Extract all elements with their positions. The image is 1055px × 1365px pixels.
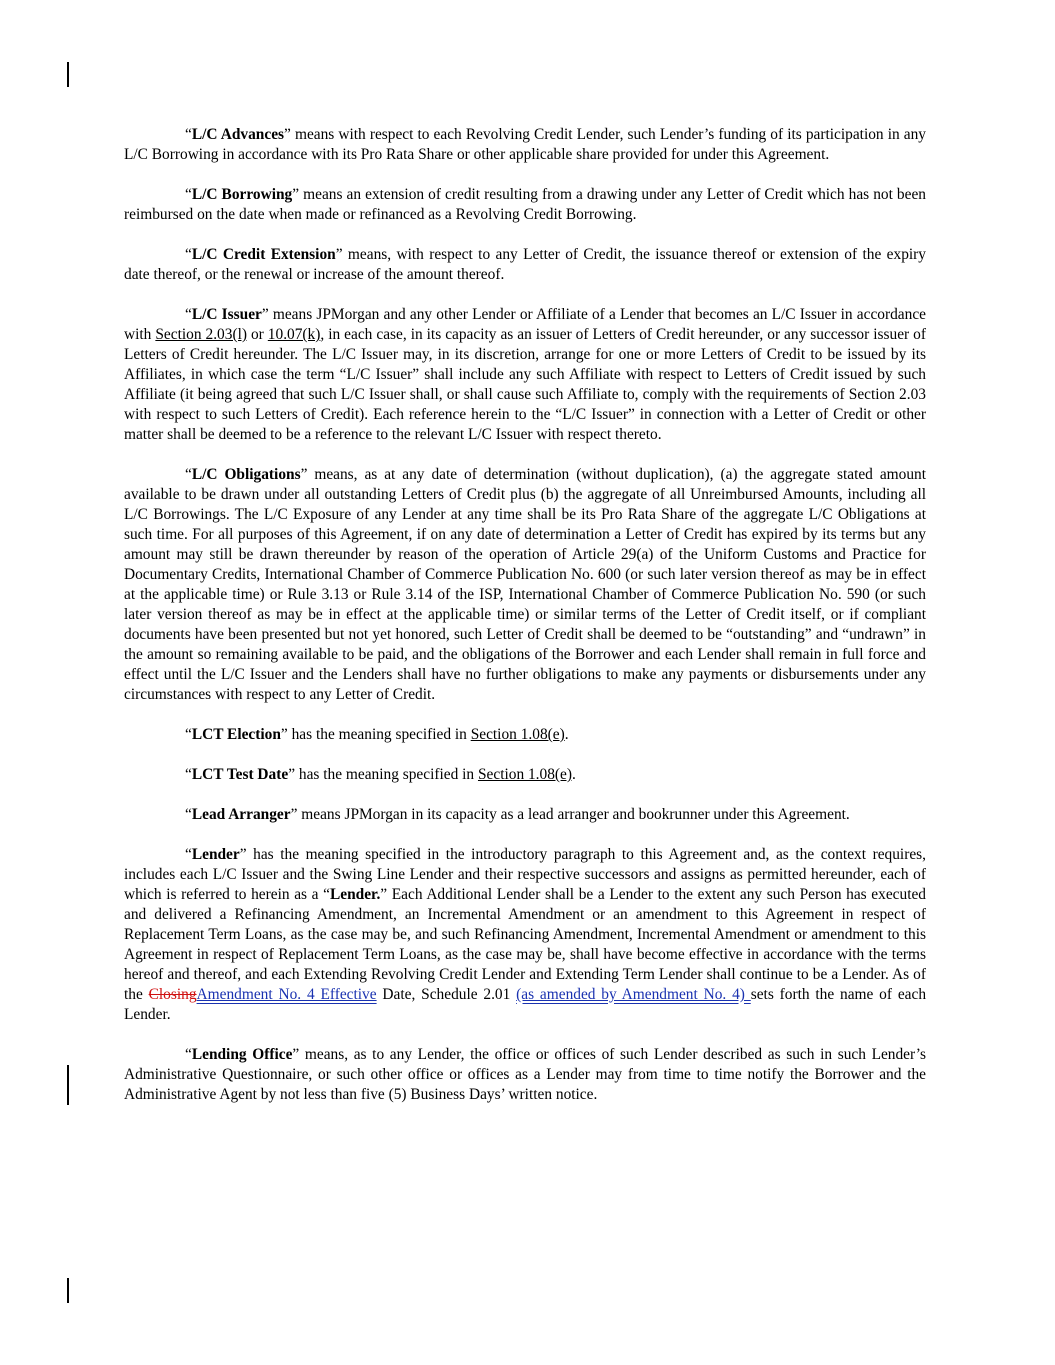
definition-lending-office: “Lending Office” means, as to any Lender, the office or offices of such Lender described as such in such Lender’s Administrative Questionnaire, or such other office or offices as a Lender may from time to time notify the Borrower and the Administrative Agent by not less than five (5) Business Days’ written notice. bbox=[124, 1046, 926, 1103]
change-bar-top bbox=[67, 62, 69, 87]
defined-term: Lending Office bbox=[191, 1046, 293, 1063]
change-bar-revision bbox=[67, 1065, 69, 1105]
definition-text: ” Each Additional Lender shall be a Lender to the extent any such Person has executed and delivered a Refinancing Amendment, an Incremental Amendment or an amendment to this Agreement in respect of Replacement Term Loans, as the case may be, and such Refinancing Amendment, Incremental Amendment or amendment to this Agreement in respect of Replacement Term Loans, as the case may be, shall have become effective in accordance with the terms hereof and thereof, and each Extending Revolving Credit Lender and Extending Term Lender shall continue to be a Lender. As of the bbox=[124, 886, 926, 1003]
definition-text: sets forth the name of each Lender. bbox=[124, 986, 927, 1023]
definition-text: means JPMorgan in its capacity as a lead arranger and bookrunner under this Agreement. bbox=[297, 806, 850, 823]
deleted-text: Closing bbox=[148, 986, 197, 1003]
defined-term: LCT Test Date bbox=[191, 766, 289, 783]
section-reference-link[interactable]: Section 1.08(e) bbox=[477, 766, 572, 783]
definition-text: means with respect to each Revolving Credit Lender, such Lender’s funding of its participation in any L/C Borrowing in accordance with its Pro Rata Share or other applicable share provided for under this Agreement. bbox=[124, 126, 926, 163]
defined-term: L/C Credit Extension bbox=[191, 246, 336, 263]
change-bar-bottom bbox=[67, 1278, 69, 1303]
definition-text: has the meaning specified in the introductory paragraph to this Agreement and, as the context requires, includes each L/C Issuer and the Swing Line Lender and their respective successors and assigns as permitted hereunder, each of which is referred to herein as a “ bbox=[124, 846, 926, 903]
definition-text: means, as to any Lender, the office or offices of such Lender described as such in such Lender’s Administrative Questionnaire, or such other office or offices as a Lender may from time to time notify the Borrower and the Administrative Agent by not less than five (5) Business Days’ written notice. bbox=[124, 1046, 926, 1103]
definition-text: . bbox=[564, 726, 569, 743]
definition-lc-issuer: “L/C Issuer” means JPMorgan and any other Lender or Affiliate of a Lender that becomes an L/C Issuer in accordance with Section 2.03(l) or 10.07(k), in each case, in its capacity as an issuer of Letters of Credit hereunder, or any successor issuer of Letters of Credit hereunder. The L/C Issuer may, in its discretion, arrange for one or more Letters of Credit to be issued by its Affiliates, in which case the term “L/C Issuer” shall include any such Affiliate with respect to Letters of Credit issued by such Affiliate (it being agreed that such L/C Issuer shall, or shall cause such Affiliate to, comply with the requirements of Section 2.03 with respect to such Letters of Credit). Each reference herein to the “L/C Issuer” in connection with a Letter of Credit or other matter shall be deemed to be a reference to the relevant L/C Issuer with respect thereto. bbox=[124, 306, 926, 443]
definition-lender: “Lender” has the meaning specified in the introductory paragraph to this Agreement and, as the context requires, includes each L/C Issuer and the Swing Line Lender and their respective successors and assigns as permitted hereunder, each of which is referred to herein as a “Lender.” Each Additional Lender shall be a Lender to the extent any such Person has executed and delivered a Refinancing Amendment, an Incremental Amendment or an amendment to this Agreement in respect of Replacement Term Loans, as the case may be, and such Refinancing Amendment, Incremental Amendment or amendment to this Agreement in respect of Replacement Term Loans, as the case may be, shall have become effective in accordance with the terms hereof and thereof, and each Extending Revolving Credit Lender and Extending Term Lender shall continue to be a Lender. As of the ClosingAmendment No. 4 Effective Date, Schedule 2.01 (as amended by Amendment No. 4) sets forth the name of each Lender. bbox=[124, 846, 927, 1023]
defined-term: Lead Arranger bbox=[191, 806, 291, 823]
defined-term: L/C Advances bbox=[191, 126, 285, 143]
inserted-text: Amendment No. 4 Effective bbox=[196, 986, 377, 1003]
defined-term: L/C Obligations bbox=[191, 466, 301, 483]
definition-text: means JPMorgan and any other Lender or Affiliate of a Lender that becomes an L/C Issuer in accordance with bbox=[124, 306, 926, 343]
definition-text: Date, Schedule 2.01 bbox=[376, 986, 517, 1003]
definition-lc-obligations: “L/C Obligations” means, as at any date of determination (without duplication), (a) the aggregate stated amount available to be drawn under all outstanding Letters of Credit plus (b) the aggregate of all Unreimbursed Amounts, including all L/C Borrowings. The L/C Exposure of any Lender at any time shall be its Pro Rata Share of the aggregate L/C Obligations at such time. For all purposes of this Agreement, if on any date of determination a Letter of Credit has expired by its terms but any amount may still be drawn thereunder by reason of the operation of Article 29(a) of the Uniform Customs and Practice for Documentary Credits, International Chamber of Commerce Publication No. 600 (or such later version thereof as may be in effect at the applicable time) or Rule 3.13 or Rule 3.14 of the ISP, International Chamber of Commerce Publication No. 590 (or such later version thereof as may be in effect at the applicable time) or similar terms of the Letter of Credit itself, or if compliant documents have been presented but not yet honored, such Letter of Credit shall be deemed to be “outstanding” and “undrawn” in the amount so remaining available to be paid, and the obligations of the Borrower and each Lender shall remain in full force and effect until the L/C Issuer and the Lenders shall have no further obligations to make any payments or disbursements under any circumstances with respect to any Letter of Credit. bbox=[124, 466, 926, 703]
definition-text: means, as at any date of determination (without duplication), (a) the aggregate stated amount available to be drawn under all outstanding Letters of Credit plus (b) the aggregate of all Unreimbursed Amounts, including all L/C Borrowings. The L/C Exposure of any Lender at any time shall be its Pro Rata Share of the aggregate L/C Obligations at such time. For all purposes of this Agreement, if on any date of determination a Letter of Credit has expired by its terms but any amount may still be drawn thereunder by reason of the operation of Article 29(a) of the Uniform Customs and Practice for Documentary Credits, International Chamber of Commerce Publication No. 600 (or such later version thereof as may be in effect at the applicable time) or Rule 3.13 or Rule 3.14 of the ISP, International Chamber of Commerce Publication No. 590 (or such later version thereof as may be in effect at the applicable time) or similar terms of the Letter of Credit itself, or if compliant documents have been presented but not yet honored, such Letter of Credit shall be deemed to be “outstanding” and “undrawn” in the amount so remaining available to be paid, and the obligations of the Borrower and each Lender shall remain in full force and effect until the L/C Issuer and the Lenders shall have no further obligations to make any payments or disbursements under any circumstances with respect to any Letter of Credit. bbox=[124, 466, 926, 703]
defined-term: LCT Election bbox=[191, 726, 281, 743]
definition-text: means, with respect to any Letter of Credit, the issuance thereof or extension of the expiry date thereof, or the renewal or increase of the amount thereof. bbox=[124, 246, 927, 283]
defined-term: L/C Borrowing bbox=[191, 186, 293, 203]
definition-lct-election: “LCT Election” has the meaning specified in Section 1.08(e). bbox=[185, 726, 569, 743]
definition-lead-arranger: “Lead Arranger” means JPMorgan in its capacity as a lead arranger and bookrunner under this Agreement. bbox=[185, 806, 850, 823]
definition-text: . bbox=[572, 766, 576, 783]
definition-lc-advances: “L/C Advances” means with respect to each Revolving Credit Lender, such Lender’s funding of its participation in any L/C Borrowing in accordance with its Pro Rata Share or other applicable share provided for under this Agreement. bbox=[124, 126, 926, 163]
defined-term: Lender bbox=[191, 846, 240, 863]
section-reference-link[interactable]: Section 1.08(e) bbox=[470, 726, 565, 743]
definition-text: has the meaning specified in bbox=[287, 726, 471, 743]
defined-term: L/C Issuer bbox=[191, 306, 262, 323]
definition-text: , in each case, in its capacity as an issuer of Letters of Credit hereunder, or any successor issuer of Letters of Credit hereunder. The L/C Issuer may, in its discretion, arrange for one or more Letters of Credit to be issued by its Affiliates, in which case the term “L/C Issuer” shall include any such Affiliate with respect to Letters of Credit issued by such Affiliate (it being agreed that such L/C Issuer shall, or shall cause such Affiliate to, comply with the requirements of Section 2.03 with respect to such Letters of Credit). Each reference herein to the “L/C Issuer” in connection with a Letter of Credit or other matter shall be deemed to be a reference to the relevant L/C Issuer with respect thereto. bbox=[124, 326, 926, 443]
definition-text: means an extension of credit resulting from a drawing under any Letter of Credit which has not been reimbursed on the date when made or refinanced as a Revolving Credit Borrowing. bbox=[124, 186, 926, 223]
section-reference-link[interactable]: 10.07(k) bbox=[267, 326, 321, 343]
definition-lct-test-date: “LCT Test Date” has the meaning specified in Section 1.08(e). bbox=[185, 766, 576, 783]
definition-text: has the meaning specified in bbox=[295, 766, 478, 783]
document-body bbox=[124, 125, 926, 1125]
definition-text: or bbox=[246, 326, 268, 343]
section-reference-link[interactable]: Section 2.03(l) bbox=[155, 326, 247, 343]
definition-lc-credit-extension: “L/C Credit Extension” means, with respect to any Letter of Credit, the issuance thereof or extension of the expiry date thereof, or the renewal or increase of the amount thereof. bbox=[124, 246, 927, 283]
inserted-text: (as amended by Amendment No. 4) bbox=[516, 986, 751, 1003]
definition-lc-borrowing: “L/C Borrowing” means an extension of credit resulting from a drawing under any Letter of Credit which has not been reimbursed on the date when made or refinanced as a Revolving Credit Borrowing. bbox=[124, 186, 926, 223]
inline-defined-term: Lender. bbox=[329, 886, 381, 903]
